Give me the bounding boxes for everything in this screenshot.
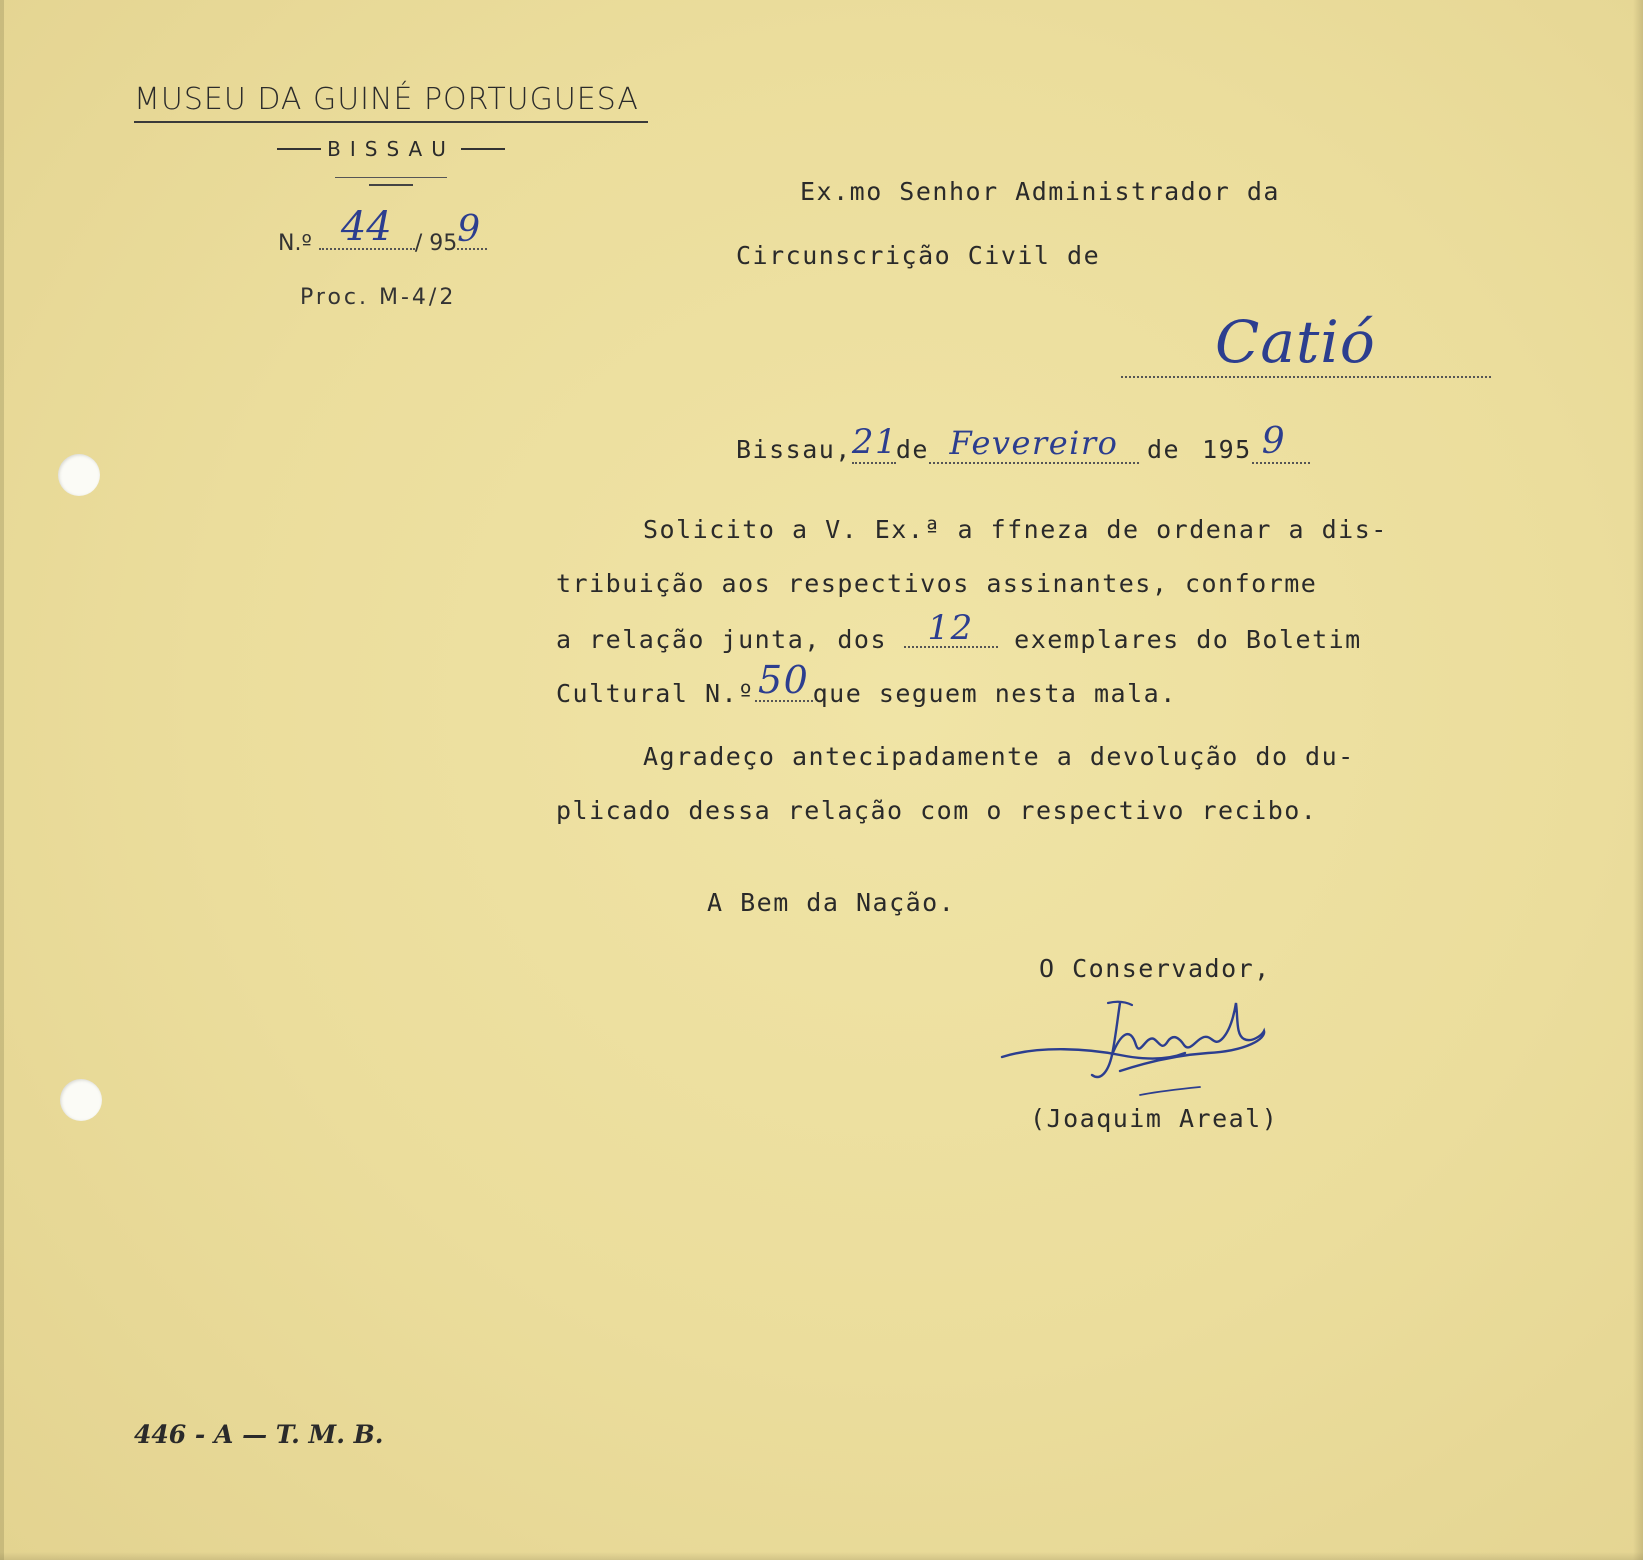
body-line-4 (556, 658, 1177, 708)
date-year-field (1252, 421, 1310, 464)
addressee-place-line (1121, 376, 1491, 378)
body-line-4-end: que seguem nesta mala. (812, 679, 1177, 708)
reference-number (278, 204, 487, 256)
reference-year-field (457, 209, 487, 250)
date-de-2: de (1146, 435, 1181, 464)
reference-number-field (319, 204, 415, 250)
signer-name: (Joaquim Areal) (1030, 1104, 1279, 1133)
body-line-5: Agradeço antecipadamente a devolução do du- (643, 742, 1355, 771)
reference-year-prefix: / 95 (414, 231, 458, 256)
punch-hole (60, 1079, 102, 1121)
addressee-line-2: Circunscrição Civil de (736, 241, 1101, 270)
museum-name: MUSEU DA GUINÉ PORTUGUESA (134, 82, 648, 123)
date-line (736, 421, 1310, 464)
body-line-4-start: Cultural N.º (556, 679, 755, 708)
copies-value: 12 (927, 608, 974, 648)
body-line-1: Solicito a V. Ex.ª a ffneza de ordenar a dis- (643, 515, 1388, 544)
issue-value: 50 (757, 658, 810, 702)
date-month-field (929, 424, 1139, 464)
body-line-3-end: exemplares do Boletim (1014, 625, 1362, 654)
date-de-1: de (895, 435, 929, 464)
body-line-3 (556, 608, 1362, 654)
divider (369, 184, 413, 186)
copies-field (904, 608, 998, 648)
page-edge-bottom (0, 1552, 1643, 1560)
closing-salutation: A Bem da Nação. (707, 888, 956, 917)
divider (277, 148, 321, 150)
divider (461, 148, 505, 150)
date-day-field (851, 422, 899, 464)
date-year-prefix: 195 (1202, 435, 1252, 464)
date-city: Bissau, (736, 435, 852, 464)
letterhead-city: BISSAU (327, 137, 455, 161)
page-edge-left (0, 0, 4, 1560)
date-day: 21 (851, 422, 899, 462)
letterhead (134, 82, 648, 186)
date-year-digit: 9 (1261, 421, 1287, 462)
body-line-2: tribuição aos respectivos assinantes, conforme (556, 569, 1318, 598)
print-code: 446 - A — T. M. B. (134, 1420, 384, 1449)
punch-hole (58, 454, 100, 496)
process-reference: Proc. M-4/2 (300, 285, 457, 310)
signer-role: O Conservador, (1039, 954, 1271, 983)
addressee-place: Catió (1215, 308, 1376, 376)
body-line-6: plicado dessa relação com o respectivo recibo. (556, 796, 1318, 825)
addressee-line-1: Ex.mo Senhor Administrador da (800, 177, 1280, 206)
page-edge-right (1633, 0, 1643, 1560)
reference-number-value: 44 (340, 204, 392, 250)
issue-field (755, 658, 813, 702)
letterhead-city-line (134, 137, 648, 161)
body-line-3-start: a relação junta, dos (556, 625, 888, 654)
date-month: Fevereiro (949, 424, 1119, 462)
reference-year-digit: 9 (457, 209, 481, 250)
reference-number-label: N.º (278, 231, 312, 256)
signature (1000, 995, 1320, 1105)
divider (335, 177, 447, 178)
